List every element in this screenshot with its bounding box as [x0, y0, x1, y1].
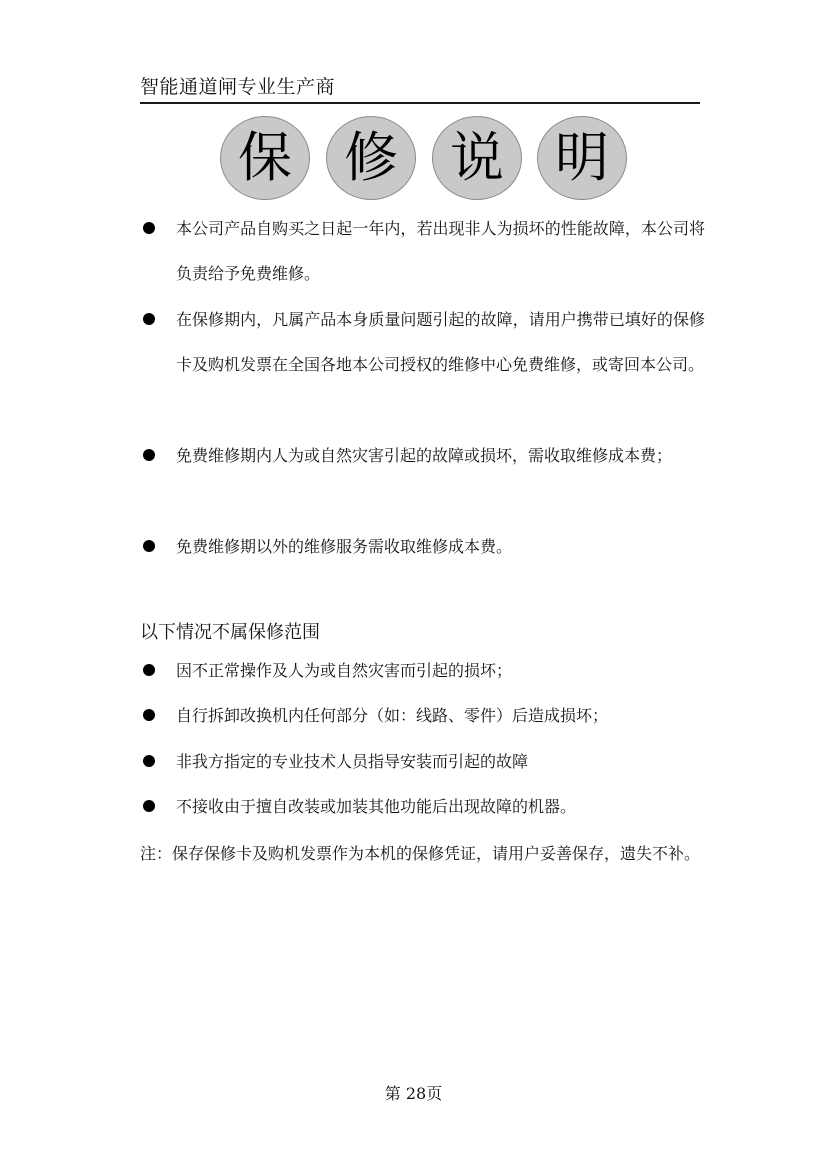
exclusion-item [140, 648, 705, 693]
bullet-icon [143, 449, 155, 461]
page-header [140, 74, 700, 104]
warranty-item-text: 在保修期内，凡属产品本身质量问题引起的故障，请用户携带已填好的保修卡及购机发票在全国各地本公司授权的维修中心免费维修，或寄回本公司。 [176, 310, 705, 374]
warranty-item-text: 免费维修期内人为或自然灾害引起的故障或损坏，需收取维修成本费； [176, 446, 673, 465]
bullet-icon [143, 540, 155, 552]
bullet-icon [143, 709, 155, 721]
exclusion-item [140, 693, 705, 738]
exclusion-item [140, 784, 705, 829]
title-char-circle: 明 [537, 116, 627, 200]
bullet-icon [143, 800, 155, 812]
exclusions-heading: 以下情况不属保修范围 [140, 622, 320, 643]
bullet-icon [143, 755, 155, 767]
exclusion-item-text: 自行拆卸改换机内任何部分（如：线路、零件）后造成损坏； [176, 706, 609, 725]
warranty-item [140, 524, 705, 569]
warranty-note: 注：保存保修卡及购机发票作为本机的保修凭证，请用户妥善保存，遗失不补。 [140, 844, 701, 863]
bullet-icon [143, 222, 155, 234]
bullet-icon [143, 313, 155, 325]
title-banner [220, 116, 640, 200]
title-char-circle: 修 [326, 116, 416, 200]
title-char-circle: 说 [432, 116, 522, 200]
header-title: 智能通道闸专业生产商 [140, 76, 336, 98]
exclusion-item-text: 不接收由于擅自改装或加装其他功能后出现故障的机器。 [176, 797, 577, 816]
warranty-item [140, 206, 705, 296]
title-char-circle: 保 [220, 116, 310, 200]
warranty-item-text: 本公司产品自购买之日起一年内，若出现非人为损坏的性能故障，本公司将负责给予免费维修。 [176, 219, 705, 283]
page-number: 第 28页 [384, 1084, 443, 1103]
bullet-icon [143, 664, 155, 676]
exclusion-item [140, 739, 705, 784]
exclusion-item-text: 非我方指定的专业技术人员指导安装而引起的故障 [176, 752, 529, 771]
warranty-item [140, 297, 705, 387]
warranty-item-text: 免费维修期以外的维修服务需收取维修成本费。 [176, 537, 513, 556]
exclusion-item-text: 因不正常操作及人为或自然灾害而引起的损坏； [176, 661, 513, 680]
warranty-item [140, 433, 705, 478]
